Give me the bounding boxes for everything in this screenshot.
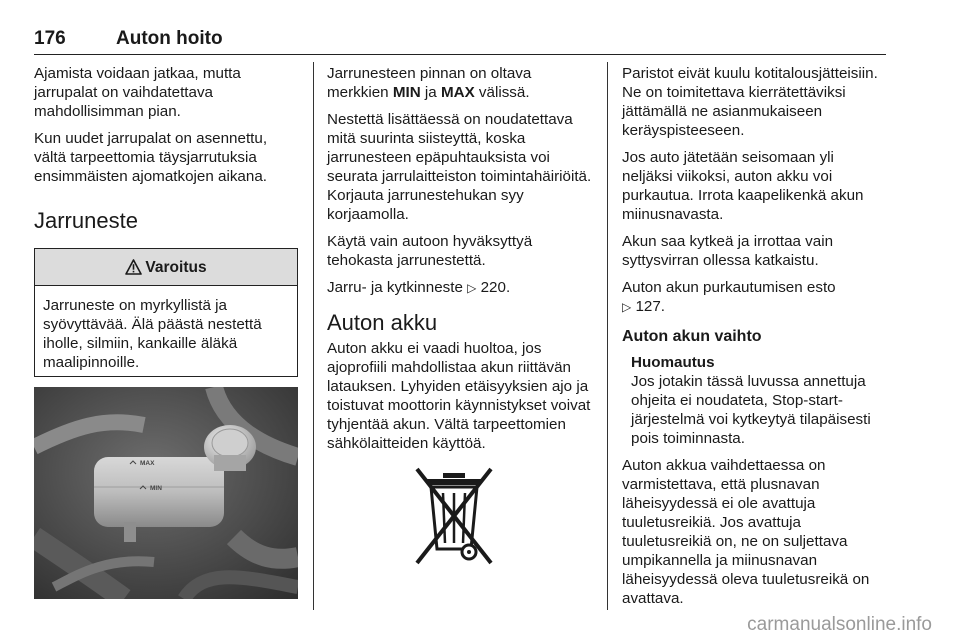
paragraph: Jarrunesteen pinnan on oltava merkkien MIN ja MAX välissä. [327,65,532,101]
warning-box [34,248,298,377]
page-reference-arrow-icon: ▷ [467,281,477,295]
paragraph: Akun saa kytkeä ja irrottaa vain syttysvirran ollessa katkaistu. [622,233,834,269]
warning-header [35,249,297,286]
paragraph-cross-reference: Jarru- ja kytkinneste ▷ 220. [327,279,511,296]
watermark: carmanualsonline.info [747,614,932,635]
paragraph-cross-reference: Auton akun purkautumisen esto ▷ 127. [622,279,836,315]
paragraph: Käytä vain autoon hyväksyttyä tehokasta jarrunestettä. [327,233,533,269]
page-header [34,28,886,55]
page-reference-arrow-icon: ▷ [622,300,632,314]
page-reference[interactable]: 220. [480,279,511,296]
brake-fluid-reservoir-photo [34,387,298,599]
chapter-title: Auton hoito [116,28,223,49]
section-heading-battery: Auton akku [327,310,438,335]
crossed-out-bin-icon [413,467,495,569]
paragraph: Paristot eivät kuulu kotitalousjätteisiin. Ne on toimitettava kierrätettäviksi jättämällä ne asianmukaiseen keräyspisteeseen. [622,65,878,139]
page-number: 176 [34,28,66,49]
max-mark: MAX [440,84,475,101]
subheading-battery-replacement: Auton akun vaihto [622,328,762,345]
note-title: Huomautus [631,354,715,371]
warning-title: Varoitus [145,258,207,276]
note-text: Jos jotakin tässä luvussa annettuja ohjeita ei noudateta, Stop-start-järjestelmä voi kytkeytyä tilapäisesti pois toiminnasta. [631,373,871,447]
paragraph: Auton akkua vaihdettaessa on varmistettava, että plusnavan läheisyydessä ei ole avattuja tuuletusreikiä. Jos avattuja tuuletusreikiä on, ne on suljettava umpikannella ja miinusnavan läheisyydessä oleva tuuletusreikä on avattava. [622,457,870,607]
column-right [622,64,888,616]
paragraph: Auton akku ei vaadi huoltoa, jos ajoprofiili mahdollistaa akun riittävän latauksen. Lyhyiden etäisyyksien ajo ja toistuvat moottorin käynnistykset voivat tyhjentää akun. Vältä tarpeettomien sähkölaitteiden käyttöä. [327,340,591,452]
column-left [34,64,298,599]
paragraph: Nestettä lisättäessä on noudatettava mitä suurinta siisteyttä, koska jarrunesteen epäpuhtauksista voi seurata jarrulaitteiston toimintahäiriöitä. Korjauta jarrunestehukan syy korjaamolla. [327,111,592,223]
paragraph: Kun uudet jarrupalat on asennettu, vältä tarpeettomia täysjarrutuksia ensimmäisten ajomatkojen aikana. [34,130,268,185]
max-mark-label: MAX [140,460,155,467]
column-divider [607,62,608,610]
warning-triangle-icon [125,259,142,275]
warning-text: Jarruneste on myrkyllistä ja syövyttävää. Älä päästä nestettä iholle, silmiin, kankaille äläkä maalipinnoille. [43,297,262,371]
paragraph: Ajamista voidaan jatkaa, mutta jarrupalat on vaihdatettava mahdollisimman pian. [34,65,241,120]
paragraph: Jos auto jätetään seisomaan yli neljäksi viikoksi, auton akku voi purkautua. Irrota kaapelikenkä akun miinusnavasta. [622,149,864,223]
section-heading-brake-fluid: Jarruneste [34,208,138,233]
min-mark: MIN [392,84,421,101]
note-box [622,353,888,448]
column-middle [327,64,593,569]
column-divider [313,62,314,610]
min-mark-label: MIN [150,485,162,492]
page-reference[interactable]: 127. [635,298,666,315]
